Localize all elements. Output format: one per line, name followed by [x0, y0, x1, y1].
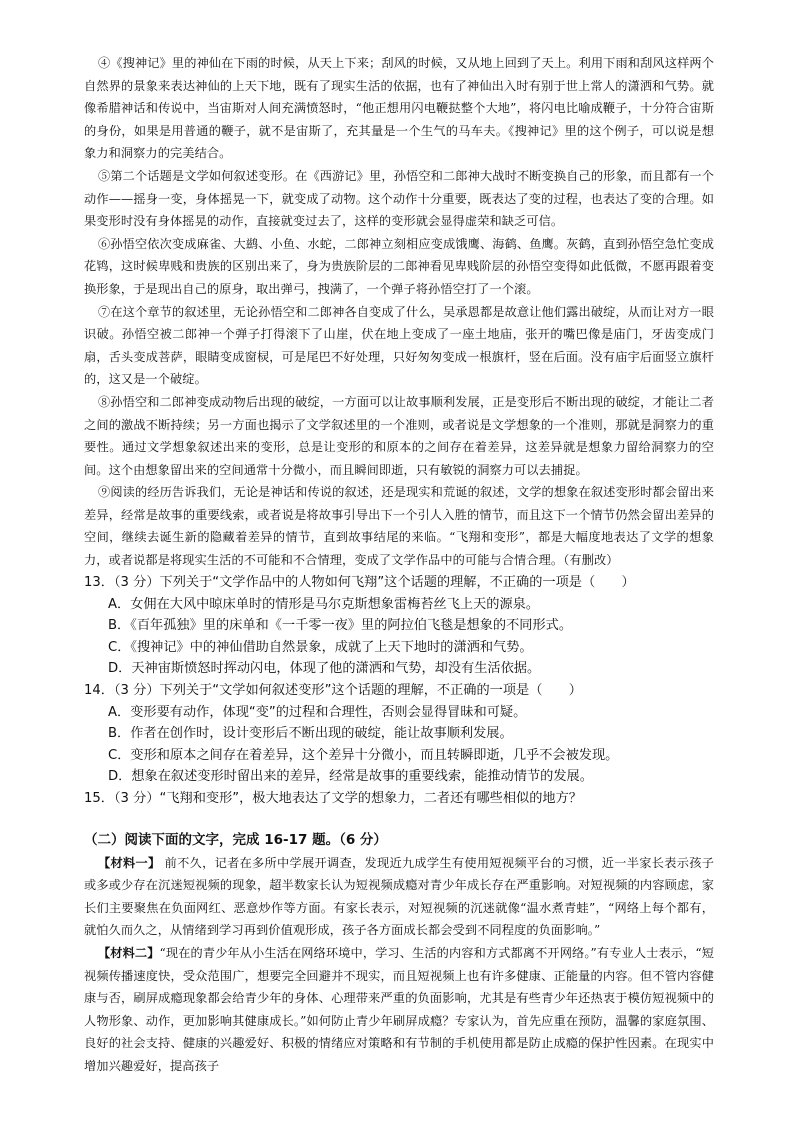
material-label: 【材料二】 [98, 946, 160, 961]
material-2 [84, 942, 714, 1078]
article-paragraph-4: ④《搜神记》里的神仙在下雨的时候，从天上下来；刮风的时候，又从地上回到了天上。利用下雨和刮风这样两个自然界的景象来表达神仙的上天下地，既有了现实生活的依据，也有了神仙出入时有别于世上常人的潇洒和气势。就像希腊神话和传说中，当宙斯对人间充满愤怒时，“他正想用闪电鞭挞整个大地”，将闪电比喻成鞭子，十分符合宙斯的身份，如果是用普通的鞭子，就不是宙斯了，充其量是一个生气的马车夫。《搜神记》里的这个例子，可以说是想象力和洞察力的完美结合。 [84, 56, 714, 161]
question-stem: 14．（3 分）下列关于“文学如何叙述变形”这个话题的理解，不正确的一项是（ ） [84, 682, 582, 698]
option-c: C．《搜神记》中的神仙借助自然景象，成就了上天下地时的潇洒和气势。 [108, 639, 533, 655]
article-body [84, 52, 714, 572]
section-2 [84, 828, 714, 1078]
question-13 [84, 572, 714, 680]
material-1 [84, 852, 714, 942]
option-b: B．《百年孤独》里的床单和《一千零一夜》里的阿拉伯飞毯是想象的不同形式。 [108, 618, 573, 634]
material-text: 前不久，记者在多所中学展开调查，发现近九成学生有使用短视频平台的习惯，近一半家长表示孩子或多或少存在沉迷短视频的现象，超半数家长认为短视频成瘾对青少年成长存在严重影响。对短视频的内容顾虑，家长们主要聚焦在负面网红、恶意炒作等方面。有家长表示，对短视频的沉迷就像“温水煮青蛙”，“网络上每个都有，就怕久而久之，从情绪到学习再到价值观形成，孩子各方面成长都会受到不同程度的负面影响。” [84, 855, 714, 938]
article-paragraph-7: ⑦在这个章节的叙述里，无论孙悟空和二郎神各自变成了什么，吴承恩都是故意让他们露出破绽，从而让对方一眼识破。孙悟空被二郎神一个弹子打得滚下了山崖，伏在地上变成了一座土地庙，张开的嘴巴像是庙门，牙齿变成门扇，舌头变成菩萨，眼睛变成窗棂，可是尾巴不好处理，只好匆匆变成一根旗杆，竖在后面。没有庙宇后面竖立旗杆的，这又是一个破绽。 [84, 304, 714, 387]
question-stem: 13．（3 分）下列关于“文学作品中的人物如何飞翔”这个话题的理解，不正确的一项是（ ） [84, 574, 635, 590]
question-14 [84, 680, 714, 788]
article-paragraph-8: ⑧孙悟空和二郎神变成动物后出现的破绽，一方面可以让故事顺利发展，正是变形后不断出现的破绽，才能让二者之间的激战不断持续；另一方面也揭示了文学叙述里的一个准则，或者说是文学想象的一个准则，那就是洞察力的重要性。通过文学想象叙述出来的变形，总是让变形的和原本的之间存在着差异，这差异就是想象力留给洞察力的空间。这个由想象留出来的空间通常十分微小，而且瞬间即逝，只有敏锐的洞察力可以去捕捉。 [84, 394, 714, 477]
material-text: “现在的青少年从小生活在网络环境中，学习、生活的内容和方式都离不开网络。”有专业人士表示，“短视频传播速度快，受众范围广，想要完全回避并不现实，而且短视频上也有许多健康、正能量的内容。但不管内容健康与否，刷屏成瘾现象都会给青少年的身体、心理带来严重的负面影响，尤其是有些青少年还热衷于模仿短视频中的人物形象、动作，更加影响其健康成长。”如何防止青少年刷屏成瘾？专家认为，首先应重在预防，温馨的家庭氛围、良好的社会支持、健康的兴趣爱好、积极的情绪应对策略和有节制的手机使用都是防止成瘾的保护性因素。在现实中增加兴趣爱好，提高孩子 [84, 946, 715, 1073]
option-d: D．天神宙斯愤怒时挥动闪电，体现了他的潇洒和气势，却没有生活依据。 [108, 661, 541, 677]
option-b: B．作者在创作时，设计变形后不断出现的破绽，能让故事顺利发展。 [108, 726, 513, 742]
option-a: A．变形要有动作，体现“变”的过程和合理性，否则会显得冒昧和可疑。 [108, 704, 527, 720]
question-stem: 15．（3 分）“飞翔和变形”，极大地表达了文学的想象力，二者还有哪些相似的地方？ [84, 790, 582, 806]
material-label: 【材料一】 [98, 855, 161, 870]
option-d: D．想象在叙述变形时留出来的差异，经常是故事的重要线索，能推动情节的发展。 [108, 769, 593, 785]
article-paragraph-9: ⑨阅读的经历告诉我们，无论是神话和传说的叙述，还是现实和荒诞的叙述，文学的想象在叙述变形时都会留出来差异，经常是故事的重要线索，或者说是将故事引导出下一个引人入胜的情节，而且这下一个情节仍然会留出差异的空间，继续去诞生新的隐藏着差异的情节，直到故事结尾的来临。“飞翔和变形”，都是大幅度地表达了文学的想象力，或者说都是将现实生活的不可能和不合情理，变成了文学作品中的可能与合情合理。（有删改） [84, 485, 714, 568]
article-paragraph-6: ⑥孙悟空依次变成麻雀、大鹚、小鱼、水蛇，二郎神立刻相应变成饿鹰、海鹤、鱼鹰。灰鹤，直到孙悟空急忙变成花鸨，这时候卑贱和贵族的区别出来了，身为贵族阶层的二郎神看见卑贱阶层的孙悟空变得如此低微，不愿再跟着变换形象，于是现出自己的原身，取出弹弓，拽满了，一个弹子将孙悟空打了一个滚。 [84, 236, 714, 296]
question-15 [84, 788, 714, 810]
article-paragraph-5: ⑤第二个话题是文学如何叙述变形。在《西游记》里，孙悟空和二郎神大战时不断变换自己的形象，而且都有一个动作——摇身一变，身体摇晃一下，就变成了动物。这个动作十分重要，既表达了变的过程，也表达了变的合理。如果变形时没有身体摇晃的动作，直接就变过去了，这样的变形就会显得虚荣和缺乏可信。 [84, 168, 714, 229]
section-title: （二）阅读下面的文字，完成 16-17 题。（6 分） [84, 831, 387, 848]
option-a: A．女佣在大风中晾床单时的情形是马尔克斯想象雷梅苔丝飞上天的源泉。 [108, 596, 540, 612]
document-page [84, 52, 714, 1078]
option-c: C．变形和原本之间存在着差异，这个差异十分微小，而且转瞬即逝，几乎不会被发现。 [108, 747, 619, 763]
